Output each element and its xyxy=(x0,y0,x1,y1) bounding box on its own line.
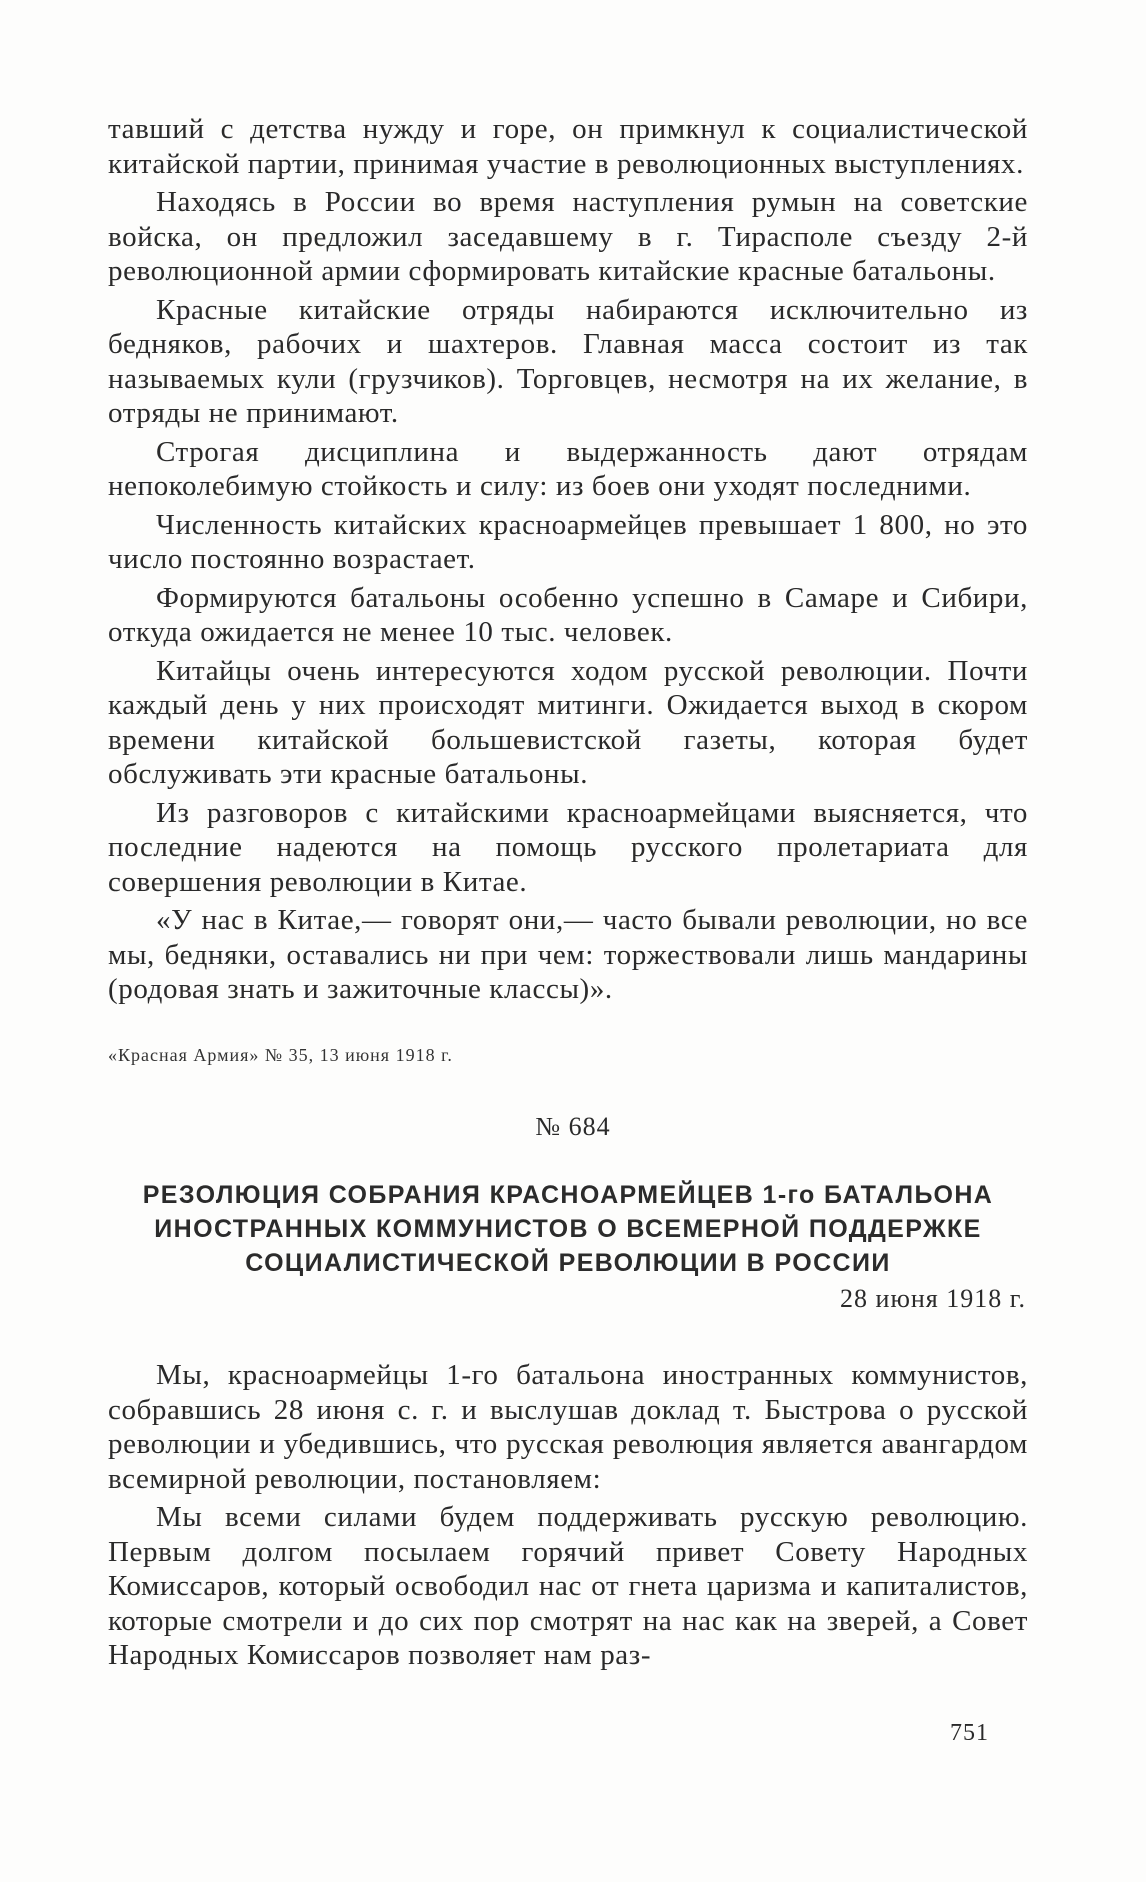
paragraph: Из разговоров с китайскими красноармейцами выясняется, что последние надеются на помощь русского пролетариата для совершения революции в Китае. xyxy=(108,796,1028,898)
body-text-top xyxy=(108,112,1028,1007)
paragraph: Формируются батальоны особенно успешно в Самаре и Сибири, откуда ожидается не менее 10 тыс. человек. xyxy=(108,581,1028,648)
document-title: РЕЗОЛЮЦИЯ СОБРАНИЯ КРАСНОАРМЕЙЦЕВ 1-го БАТАЛЬОНА ИНОСТРАННЫХ КОММУНИСТОВ О ВСЕМЕРНОЙ ПОДДЕРЖКЕ СОЦИАЛИСТИЧЕСКОЙ РЕВОЛЮЦИИ В РОССИИ xyxy=(142,1181,994,1277)
paragraph: Находясь в России во время наступления румын на советские войска, он предложил заседавшему в г. Тирасполе съезду 2-й революционной армии сформировать китайские красные батальоны. xyxy=(108,186,1028,287)
document-number: № 684 xyxy=(535,1112,611,1141)
page-number: 751 xyxy=(950,1720,989,1746)
paragraph: Китайцы очень интересуются ходом русской революции. Почти каждый день у них происходят митинги. Ожидается выход в скором времени китайской большевистской газеты, которая будет обслуживать эти красные батальоны. xyxy=(108,654,1028,790)
paragraph: Строгая дисциплина и выдержанность дают отрядам непоколебимую стойкость и силу: из боев они уходят последними. xyxy=(108,435,1028,502)
source-citation: «Красная Армия» № 35, 13 июня 1918 г. xyxy=(108,1045,453,1065)
document-date: 28 июня 1918 г. xyxy=(840,1284,1026,1313)
paragraph: тавший с детства нужду и горе, он примкнул к социалистической китайской партии, принимая участие в революционных выступлениях. xyxy=(108,113,1028,180)
paragraph: Мы, красноармейцы 1-го батальона иностранных коммунистов, собравшись 28 июня с. г. и выслушав доклад т. Быстрова о русской революции и убедившись, что русская революция является авангардом всемирной революции, постановляем: xyxy=(108,1359,1028,1495)
paragraph: «У нас в Китае,— говорят они,— часто бывали революции, но все мы, бедняки, оставались ни при чем: торжествовали лишь мандарины (родовая знать и зажиточные классы)». xyxy=(108,904,1028,1005)
paragraph: Красные китайские отряды набираются исключительно из бедняков, рабочих и шахтеров. Главная масса состоит из так называемых кули (грузчиков). Торговцев, несмотря на их желание, в отряды не принимают. xyxy=(108,293,1028,429)
body-text-bottom xyxy=(108,1358,1028,1673)
paragraph: Численность китайских красноармейцев превышает 1 800, но это число постоянно возрастает. xyxy=(108,508,1028,575)
paragraph: Мы всеми силами будем поддерживать русскую революцию. Первым долгом посылаем горячий привет Совету Народных Комиссаров, который освободил нас от гнета царизма и капиталистов, которые смотрели и до сих пор смотрят на нас как на зверей, а Совет Народных Комиссаров позволяет нам раз- xyxy=(108,1501,1028,1671)
